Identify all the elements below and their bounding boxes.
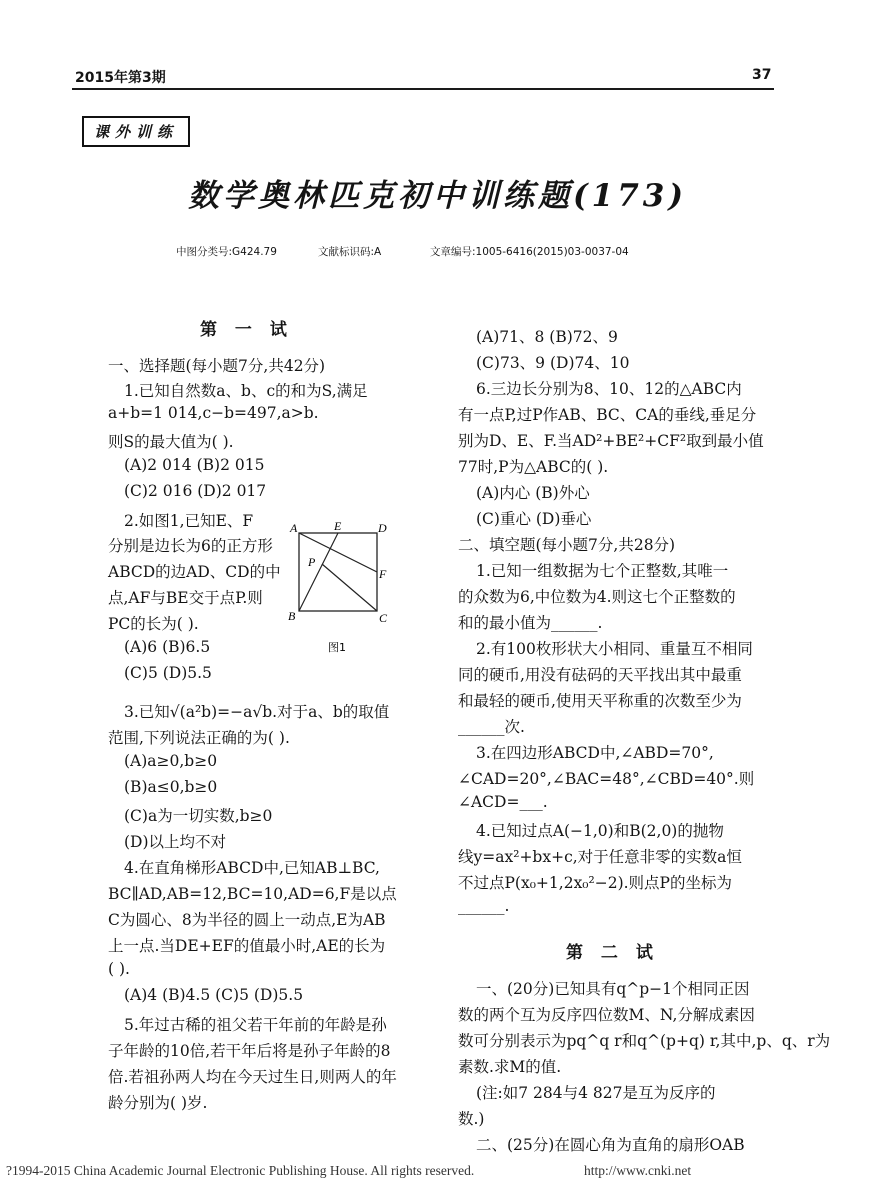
label-a: A — [290, 521, 298, 535]
question-line: C为圆心、8为半径的圆上一动点,E为AB — [108, 911, 386, 929]
option-line: (A)2 014 (B)2 015 — [124, 456, 265, 474]
question-line: 4.已知过点A(−1,0)和B(2,0)的抛物 — [476, 822, 724, 840]
option-line: (C)重心 (D)垂心 — [476, 510, 592, 528]
question-line: 线y=ax²+bx+c,对于任意非零的实数a恒 — [458, 848, 742, 866]
question-line: 同的硬币,用没有砝码的天平找出其中最重 — [458, 666, 742, 684]
option-line: (B)a≤0,b≥0 — [124, 778, 218, 796]
question-line: 2.有100枚形状大小相同、重量互不相同 — [476, 640, 753, 658]
question-line: 素数.求M的值. — [458, 1058, 562, 1076]
part-heading: 一、选择题(每小题7分,共42分) — [108, 357, 326, 375]
question-line: 和的最小值为______. — [458, 614, 603, 632]
question-line: 5.年过古稀的祖父若干年前的年龄是孙 — [124, 1016, 387, 1034]
question-line: ( ). — [108, 960, 130, 978]
clc-number: 中图分类号:G424.79 — [176, 246, 277, 258]
label-p: P — [308, 555, 316, 569]
issue-label: 2015年第3期 — [75, 70, 166, 86]
question-line: 3.已知√(a²b)=−a√b.对于a、b的取值 — [124, 703, 390, 721]
option-line: (C)5 (D)5.5 — [124, 664, 212, 682]
question-line: 数的两个互为反序四位数M、N,分解成素因 — [458, 1006, 755, 1024]
question-line: 一、(20分)已知具有q^p−1个相同正因 — [476, 980, 750, 998]
note-line: (注:如7 284与4 827是互为反序的 — [476, 1084, 716, 1102]
label-f: F — [379, 567, 387, 581]
question-line: 则S的最大值为( ). — [108, 433, 234, 451]
question-line: 范围,下列说法正确的为( ). — [108, 729, 290, 747]
option-line: (A)内心 (B)外心 — [476, 484, 590, 502]
question-line: PC的长为( ). — [108, 615, 199, 633]
header-rule — [72, 88, 774, 90]
option-line: (A)4 (B)4.5 (C)5 (D)5.5 — [124, 986, 304, 1004]
question-line: a+b=1 014,c−b=497,a>b. — [108, 404, 319, 422]
copyright-notice: ?1994-2015 China Academic Journal Electronic Publishing House. All rights reserved. — [6, 1163, 475, 1178]
question-line: 的众数为6,中位数为4.则这七个正整数的 — [458, 588, 736, 606]
question-line: 点,AF与BE交于点P.则 — [108, 589, 263, 607]
question-line: BC∥AD,AB=12,BC=10,AD=6,F是以点 — [108, 885, 397, 903]
question-line: ∠CAD=20°,∠BAC=48°,∠CBD=40°.则 — [458, 770, 755, 788]
option-line: (C)a为一切实数,b≥0 — [124, 807, 273, 825]
question-line: 分别是边长为6的正方形 — [108, 537, 273, 555]
question-line: 6.三边长分别为8、10、12的△ABC内 — [476, 380, 742, 398]
doc-code: 文献标识码:A — [318, 246, 382, 258]
question-line: 倍.若祖孙两人均在今天过生日,则两人的年 — [108, 1068, 397, 1086]
note-line: 数.) — [458, 1110, 485, 1128]
page-number: 37 — [752, 67, 772, 83]
question-line: 2.如图1,已知E、F — [124, 512, 254, 530]
question-line: 3.在四边形ABCD中,∠ABD=70°, — [476, 744, 714, 762]
part-heading: 二、填空题(每小题7分,共28分) — [458, 536, 676, 554]
question-line: ______. — [458, 897, 510, 915]
label-b: B — [288, 609, 296, 623]
figure-caption: 图1 — [328, 641, 346, 654]
question-line: ∠ACD=___. — [458, 793, 548, 811]
option-line: (C)2 016 (D)2 017 — [124, 482, 267, 500]
segment-pc — [322, 564, 377, 611]
footer-url: http://www.cnki.net — [584, 1163, 692, 1178]
page-title: 数学奥林匹克初中训练题(173) — [188, 178, 688, 214]
label-d: D — [378, 521, 387, 535]
article-number: 文章编号:1005-6416(2015)03-0037-04 — [430, 246, 629, 258]
question-line: 有一点P,过P作AB、BC、CA的垂线,垂足分 — [458, 406, 757, 424]
column-tag: 课外训练 — [82, 116, 190, 147]
square-abcd — [299, 533, 377, 611]
question-line: 数可分别表示为pq^q r和q^(p+q) r,其中,p、q、r为 — [458, 1032, 831, 1050]
question-line: 子年龄的10倍,若干年后将是孙子年龄的8 — [108, 1042, 391, 1060]
question-line: 不过点P(x₀+1,2x₀²−2).则点P的坐标为 — [458, 874, 732, 892]
section-heading-first: 第 一 试 — [200, 320, 293, 340]
question-line: 和最轻的硬币,使用天平称重的次数至少为 — [458, 692, 742, 710]
label-c: C — [379, 611, 388, 625]
question-line: 别为D、E、F.当AD²+BE²+CF²取到最小值 — [458, 432, 764, 450]
question-line: 77时,P为△ABC的( ). — [458, 458, 609, 476]
question-line: 上一点.当DE+EF的值最小时,AE的长为 — [108, 937, 386, 955]
question-line: 1.已知自然数a、b、c的和为S,满足 — [124, 382, 368, 400]
option-line: (D)以上均不对 — [124, 833, 227, 851]
figure-1 — [284, 518, 394, 658]
option-line: (A)a≥0,b≥0 — [124, 752, 218, 770]
question-line: 4.在直角梯形ABCD中,已知AB⊥BC, — [124, 859, 380, 877]
option-line: (C)73、9 (D)74、10 — [476, 354, 630, 372]
label-e: E — [334, 519, 342, 533]
question-line: ______次. — [458, 718, 525, 736]
question-line: 龄分别为( )岁. — [108, 1094, 208, 1112]
question-line: 1.已知一组数据为七个正整数,其唯一 — [476, 562, 729, 580]
option-line: (A)6 (B)6.5 — [124, 638, 211, 656]
question-line: ABCD的边AD、CD的中 — [108, 563, 281, 581]
option-line: (A)71、8 (B)72、9 — [476, 328, 618, 346]
section-heading-second: 第 二 试 — [566, 943, 659, 963]
question-line: 二、(25分)在圆心角为直角的扇形OAB — [476, 1136, 745, 1154]
